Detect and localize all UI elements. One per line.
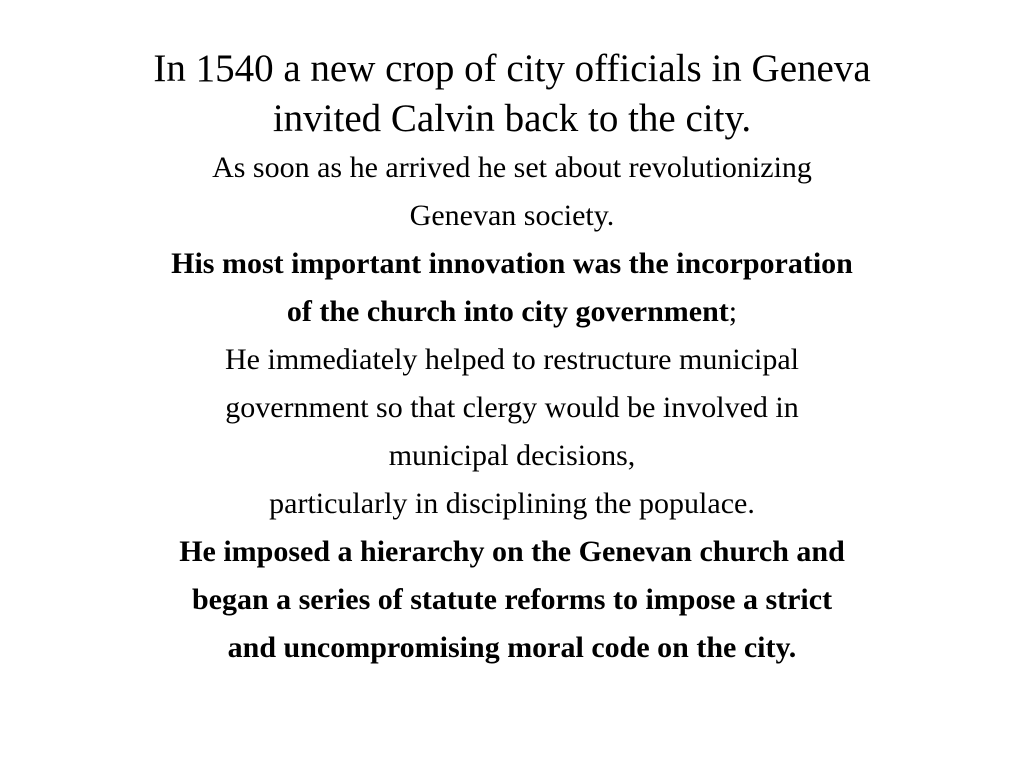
slide-title: [0, 44, 1024, 144]
para2-line-2-bold: of the church into city government: [286, 295, 729, 328]
para5-line-1: He imposed a hierarchy on the Genevan church and: [179, 535, 845, 568]
para3-line-3: municipal decisions,: [388, 439, 636, 472]
title-line-2: invited Calvin back to the city.: [272, 97, 752, 140]
title-line-1: In 1540 a new crop of city officials in Geneva: [153, 47, 871, 90]
para3-line-2: government so that clergy would be involved in: [225, 391, 799, 424]
para5-line-2: began a series of statute reforms to impose a strict: [191, 583, 833, 616]
para2-line-2: [0, 288, 1024, 336]
para5-line-3: and uncompromising moral code on the city.: [227, 631, 797, 664]
slide-body: [0, 144, 1024, 672]
para1-line-2: Genevan society.: [409, 199, 615, 232]
para4-line-1: particularly in disciplining the populace.: [269, 487, 755, 520]
para2-line-2-suffix: ;: [728, 295, 738, 328]
para3-line-1: He immediately helped to restructure municipal: [225, 343, 799, 376]
para1-line-1: As soon as he arrived he set about revolutionizing: [212, 151, 812, 184]
para2-line-1: His most important innovation was the incorporation: [171, 247, 853, 280]
